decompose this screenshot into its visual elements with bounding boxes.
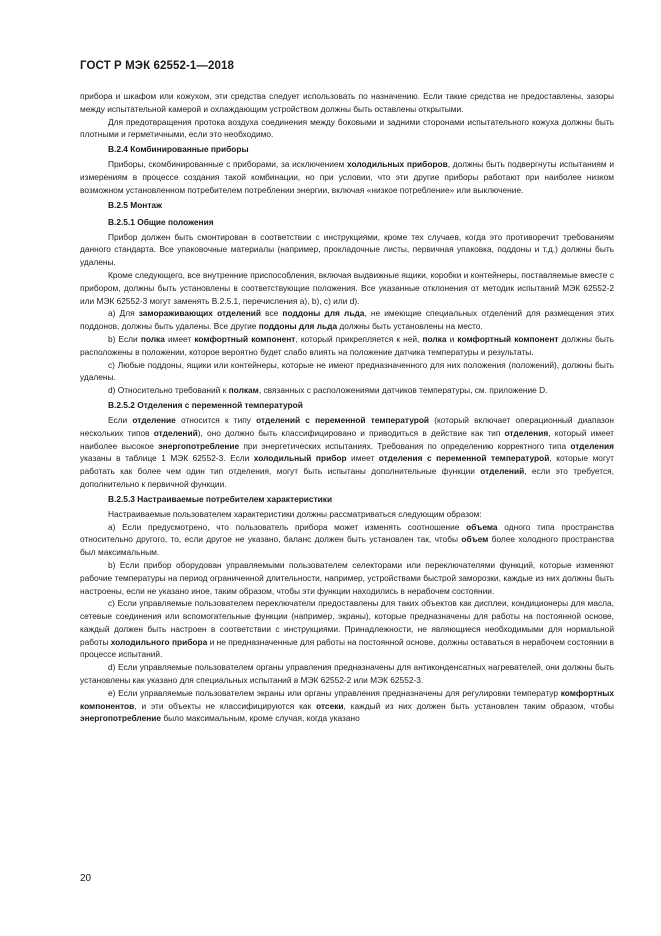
text-run: более холодного пространства был максимальным. <box>80 534 614 558</box>
text-run: Кроме следующего, все внутренние приспособления, включая выдвижные ящики, коробки и контейнеры, поставляемые вместе с прибором, должны быть установлены в соответствующие положения. Все указанные отклонения от методик испытаний МЭК 62552-2 или МЭК 62552-3 могут заменять B.2.5.1, перечисления a), b), c) или d). <box>80 269 614 306</box>
bold-term: полкам <box>228 385 259 396</box>
bold-term: отделения <box>570 440 614 451</box>
bold-term: полка <box>140 333 165 344</box>
bold-term: комфортных компонентов <box>80 687 614 711</box>
section-heading: B.2.5.2 Отделения с переменной температурой <box>108 399 303 410</box>
text-run: (который включает операционный диапазон нескольких типов <box>80 414 614 438</box>
text-run: ), оно должно быть классифицировано и приводиться в действие как тип <box>197 427 505 438</box>
text-run: , если это требуется, дополнительно к первичной функции. <box>80 466 614 489</box>
text-run: e) Если управляемые пользователем экраны или органы управления предназначены для регулировки температур <box>108 687 561 698</box>
text-run: a) Если предусмотрено, что пользователь прибора может изменять соотношение <box>108 521 467 532</box>
bold-term: холодильный прибор <box>253 453 347 464</box>
bold-term: полка <box>422 333 447 344</box>
text-run: , связанных с расположениями датчиков температуры, см. приложение D. <box>258 385 548 396</box>
text-run: Прибор должен быть смонтирован в соответствии с инструкциями, кроме тех случаев, когда это противоречит требованиям данного стандарта. Все упаковочные материалы (например, прокладочные листы, первичная упаковка, поддоны и т.д.) должны быть удалены. <box>80 231 614 268</box>
text-run: Если <box>108 414 133 425</box>
text-run: , каждый из них должен быть установлен таким образом, чтобы <box>343 700 614 711</box>
paragraph <box>80 597 614 661</box>
page-number: 20 <box>80 873 92 884</box>
text-run: , которые могут работать как более чем один тип отделения, могут быть испытаны дополнительные функции <box>80 453 614 477</box>
paragraph <box>80 307 614 333</box>
paragraph <box>80 661 614 687</box>
text-run: должны быть установлены на место. <box>337 321 483 332</box>
text-run: c) Любые поддоны, ящики или контейнеры, которые не имеют предназначенного для них положения (положений), должны быть удалены. <box>80 359 614 383</box>
text-run: одного типа пространства относительно другого, то, если другое не указано, баланс должен быть установлен так, чтобы <box>80 521 614 545</box>
text-run: было максимальным, кроме случая, когда указано <box>161 713 360 724</box>
text-run: b) Если прибор оборудован управляемыми пользователем селекторами или переключателями функций, которые изменяют рабочие температуры на период ограниченной длительности, например, устройствами быстрой заморозки, каждые из них должны быть настроены, если не указано иное, таким образом, чтобы эти функции находились в нерабочем состоянии. <box>80 559 614 596</box>
bold-term: отделений <box>153 427 198 438</box>
paragraph <box>80 414 614 491</box>
bold-term: энергопотребление <box>80 713 162 724</box>
bold-term: поддоны для льда <box>282 308 365 319</box>
text-run: имеет <box>346 453 379 464</box>
standard-header: ГОСТ Р МЭК 62552-1—2018 <box>80 60 234 72</box>
paragraph <box>80 116 614 142</box>
bold-term: холодильных приборов <box>347 159 448 170</box>
text-run: b) Если <box>108 333 141 344</box>
paragraph <box>80 269 614 307</box>
paragraph <box>80 333 614 359</box>
bold-term: комфортный компонент <box>457 333 559 344</box>
bold-term: поддоны для льда <box>258 321 338 332</box>
bold-term: объема <box>466 521 498 532</box>
paragraph <box>80 559 614 597</box>
bold-term: отделений с переменной температурой <box>256 414 430 425</box>
bold-term: холодильного прибора <box>110 636 208 647</box>
paragraph <box>80 231 614 269</box>
paragraph <box>80 508 614 521</box>
bold-term: отсеки <box>316 700 344 711</box>
text-run: , должны быть подвергнуты испытаниям и измерениям в процессе создания такой комбинации, но при условии, что эти другие приборы работают при наиболее низком возможном установленном потребителем потреблении энергии, включая «низкое потребление» или выключение. <box>80 159 614 195</box>
paragraph <box>80 521 614 559</box>
bold-term: отделения с переменной температурой <box>378 453 550 464</box>
paragraph <box>80 687 614 725</box>
text-run: c) Если управляемые пользователем переключатели предоставлены для таких объектов как дисплеи, кондиционеры для масла, сетевые соединения или вспомогательные функции (например, экраны), которые предназначены для работы на постоянной основе, каждый должен быть настроен в соответствии с инструкциями. Принадлежности, не являющиеся необходимыми для нормальной работы <box>80 598 614 647</box>
bold-term: комфортный компонент <box>194 333 296 344</box>
text-run: a) Для <box>108 308 139 319</box>
section-heading: B.2.4 Комбинированные приборы <box>108 144 249 155</box>
section-heading: B.2.5.3 Настраиваемые потребителем характеристики <box>108 493 333 504</box>
text-run: указаны в таблице 1 МЭК 62552-3. Если <box>80 453 254 464</box>
paragraph <box>80 359 614 385</box>
text-run: прибора и шкафом или кожухом, эти средства следует использовать по назначению. Если такие средства не предоставлены, зазоры между испытательной камерой и охлаждающим устройством должны быть оставлены открытыми. <box>80 91 614 114</box>
text-run: Для предотвращения протока воздуха соединения между боковыми и задними сторонами испытательного кожуха должны быть плотными и герметичными, если это необходимо. <box>80 116 614 140</box>
bold-term: отделения <box>504 427 549 438</box>
text-run: , который прикрепляется к ней, <box>295 333 423 344</box>
section-heading: B.2.5 Монтаж <box>108 199 162 210</box>
bold-term: отделение <box>132 414 176 425</box>
paragraph <box>80 90 614 116</box>
text-run: и <box>446 333 458 344</box>
section-heading: B.2.5.1 Общие положения <box>108 216 214 227</box>
paragraph <box>80 158 614 196</box>
text-run: относится к типу <box>175 414 257 425</box>
text-run: d) Относительно требований к <box>108 385 229 396</box>
text-run: Настраиваемые пользователем характеристики должны рассматриваться следующим образом: <box>108 508 482 519</box>
bold-term: энергопотребление <box>158 440 240 451</box>
bold-term: объем <box>461 534 489 545</box>
text-run: и не предназначенные для работы на постоянной основе, должны оставаться в нерабочем состоянии в процессе испытаний. <box>80 636 614 660</box>
bold-term: отделений <box>480 466 525 477</box>
text-run: все <box>261 308 283 319</box>
text-run: при энергетических испытаниях. Требования по определению корректного типа <box>239 440 571 451</box>
text-run: d) Если управляемые пользователем органы управления предназначены для антиконденсатных нагревателей, они должны быть установлены как указано для специальных испытаний в МЭК 62552-2 или МЭК 62552-3. <box>80 662 614 686</box>
text-run: Приборы, скомбинированные с приборами, за исключением <box>108 159 348 170</box>
bold-term: замораживающих отделений <box>138 308 261 319</box>
text-run: имеет <box>164 333 195 344</box>
document-body <box>80 90 614 725</box>
text-run: , который имеет наиболее высокое <box>80 427 614 451</box>
text-run: , не имеющие специальных отделений для размещения этих поддонов, должны быть удалены. Все другие <box>80 308 614 332</box>
text-run: должны быть расположены в положении, которое вероятно будет слабо влиять на положение датчика температуры и результаты. <box>80 333 615 357</box>
text-run: , и эти объекты не классифицируются как <box>134 700 317 711</box>
paragraph <box>80 384 614 397</box>
